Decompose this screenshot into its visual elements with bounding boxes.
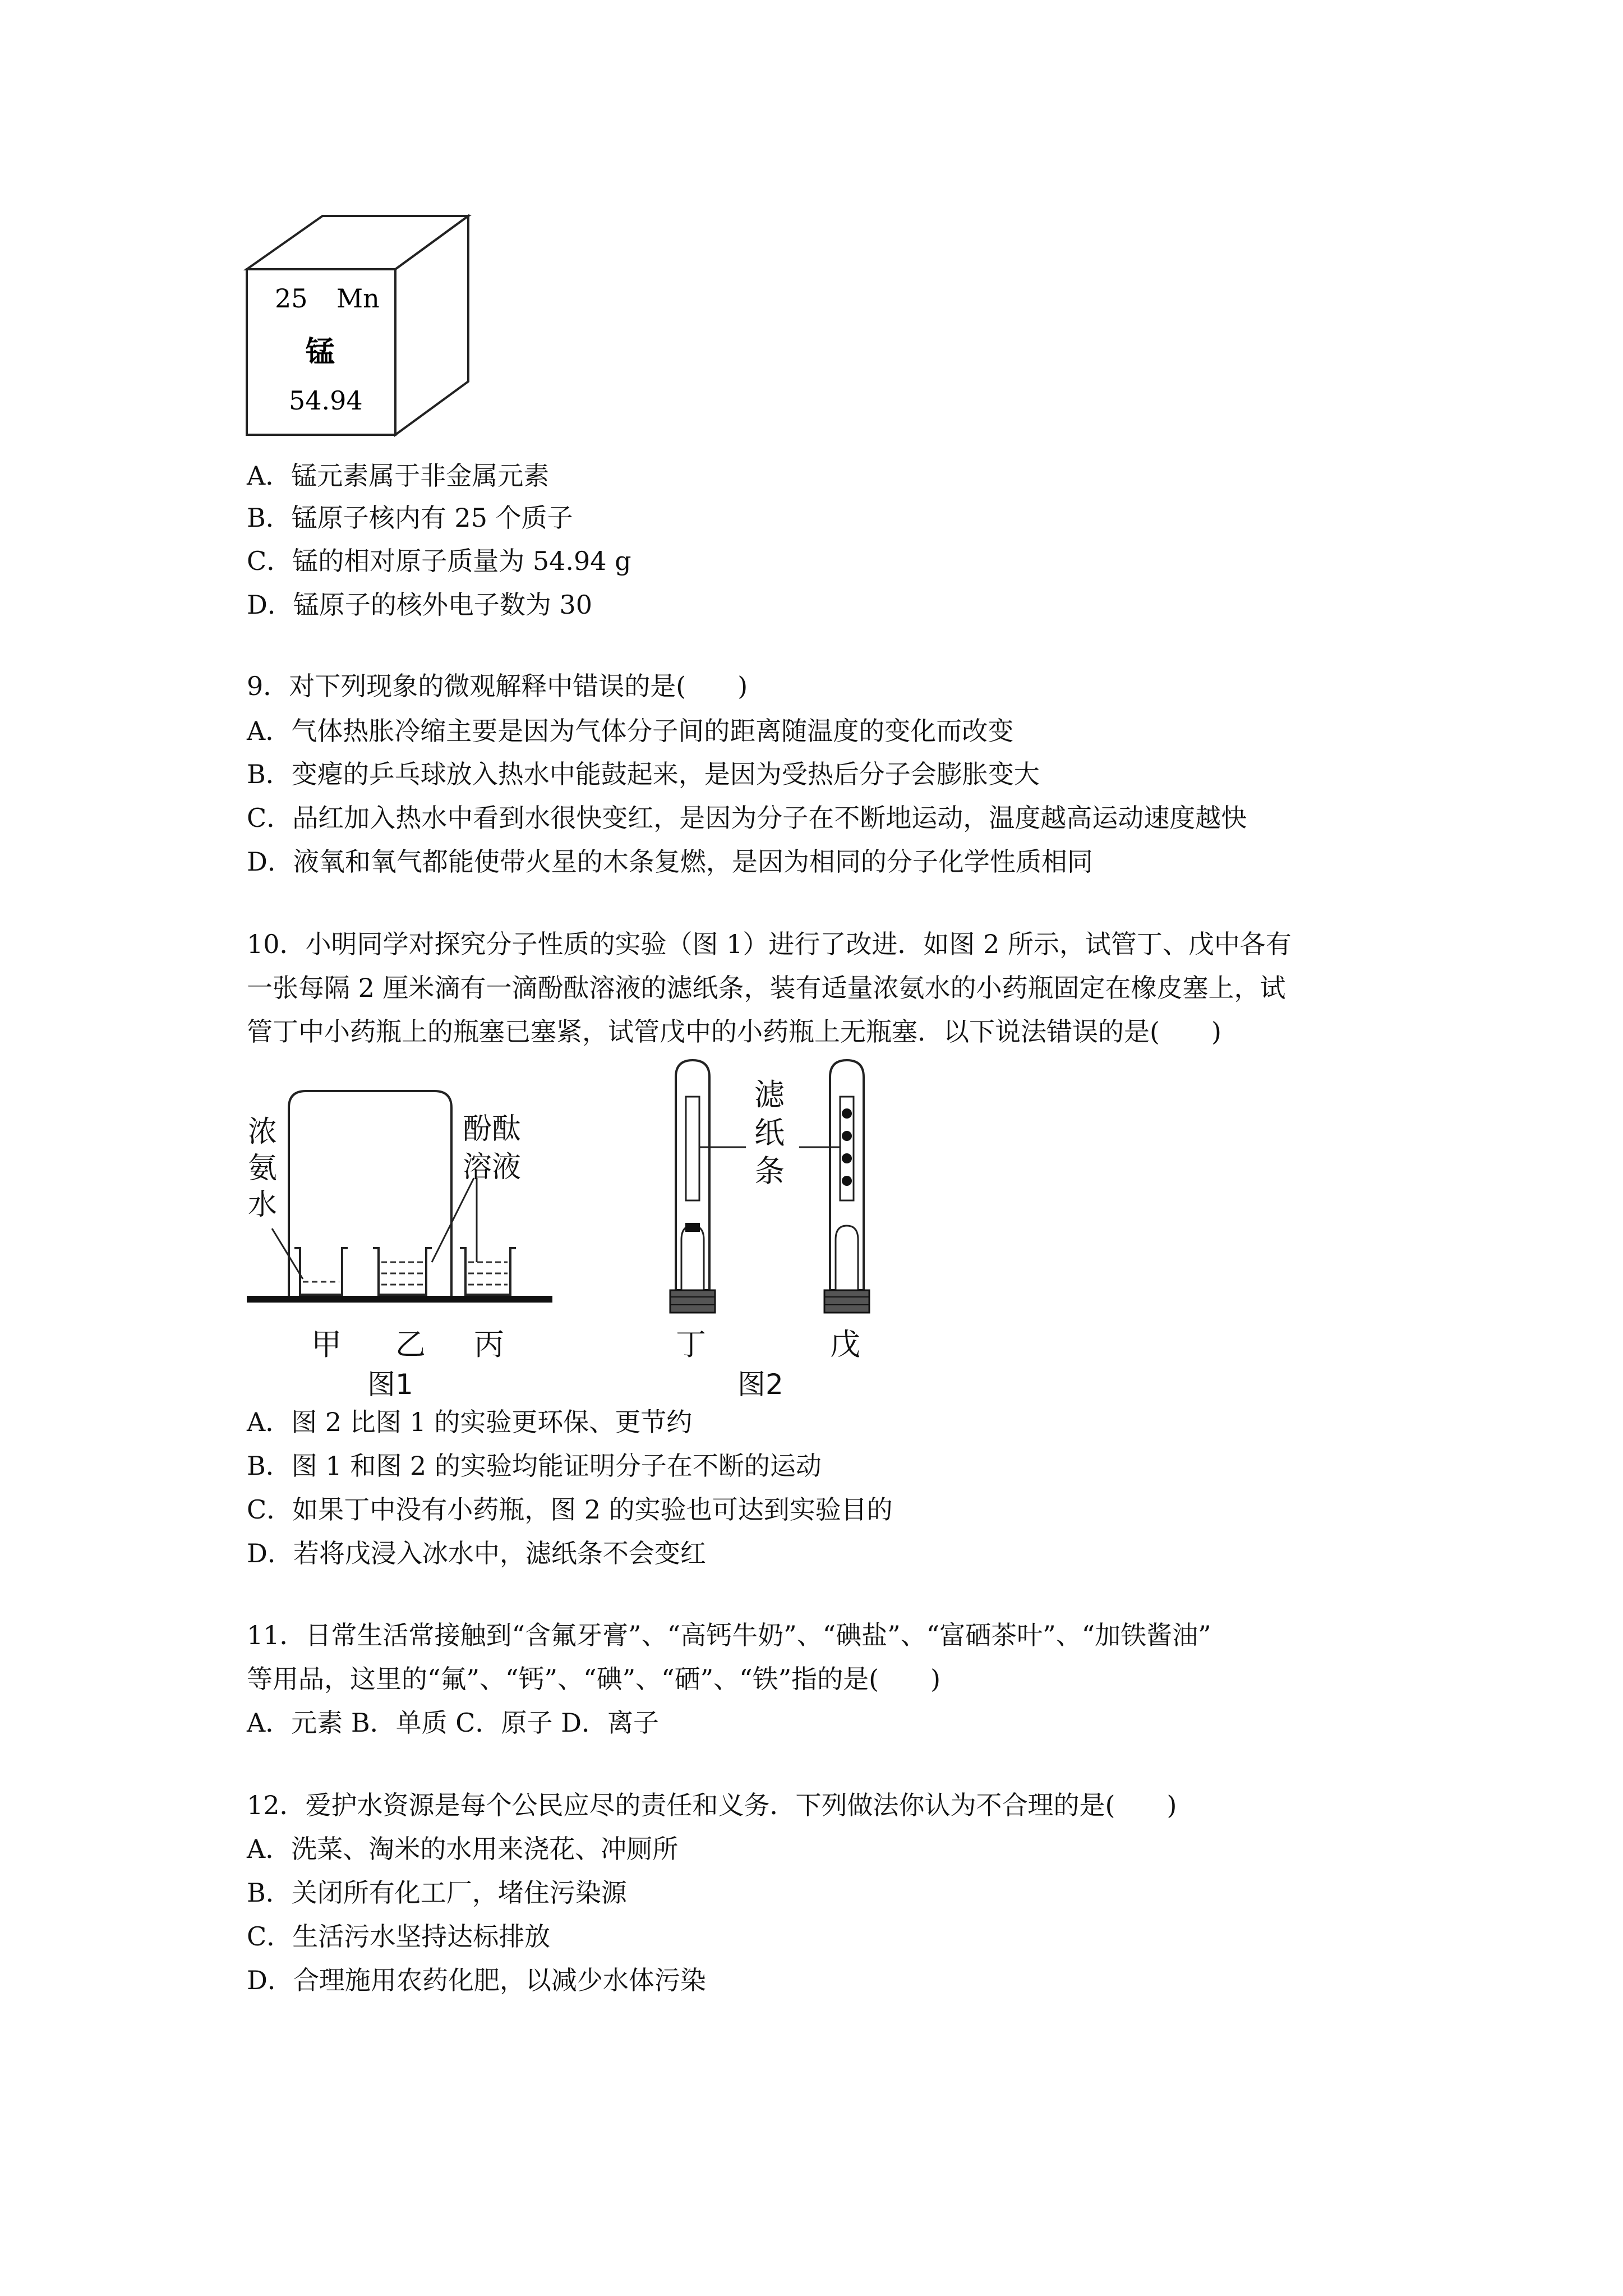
beaker-label-jia: 甲 bbox=[311, 1327, 342, 1362]
figure-1-caption: 图1 bbox=[367, 1368, 413, 1401]
tube-label-ding: 丁 bbox=[676, 1327, 706, 1362]
beaker-label-yi: 乙 bbox=[395, 1327, 426, 1362]
q11-options: A．元素 B．单质 C．原子 D．离子 bbox=[247, 1708, 659, 1738]
q10-option-a: A．图 2 比图 1 的实验更环保、更节约 bbox=[247, 1407, 693, 1437]
tube-label-wu: 戊 bbox=[830, 1327, 860, 1362]
q10-option-b: B．图 1 和图 2 的实验均能证明分子在不断的运动 bbox=[247, 1451, 822, 1481]
element-symbol: Mn bbox=[336, 283, 380, 314]
q8-option-a: A．锰元素属于非金属元素 bbox=[247, 461, 550, 491]
q10-option-c: C．如果丁中没有小药瓶，图 2 的实验也可达到实验目的 bbox=[247, 1494, 893, 1525]
q9-option-d: D．液氧和氧气都能使带火星的木条复燃，是因为相同的分子化学性质相同 bbox=[247, 846, 1093, 877]
q9-option-a: A．气体热胀冷缩主要是因为气体分子间的距离随温度的变化而改变 bbox=[247, 716, 1014, 746]
q12-option-c: C．生活污水坚持达标排放 bbox=[247, 1921, 551, 1952]
q10-figure-2 bbox=[662, 1055, 897, 1408]
q9-option-c: C．品红加入热水中看到水很快变红，是因为分子在不断地运动，温度越高运动速度越快 bbox=[247, 803, 1247, 833]
q10-stem-line-2: 一张每隔 2 厘米滴有一滴酚酞溶液的滤纸条，装有适量浓氨水的小药瓶固定在橡皮塞上，试 bbox=[247, 973, 1286, 1003]
label-phenolphthalein-2: 溶液 bbox=[463, 1151, 522, 1184]
atomic-mass: 54.94 bbox=[289, 385, 363, 416]
q10-option-d: D．若将戊浸入冰水中，滤纸条不会变红 bbox=[247, 1538, 706, 1568]
manganese-element-tile bbox=[241, 213, 482, 438]
label-ammonia-3: 水 bbox=[248, 1188, 278, 1222]
beaker-label-bing: 丙 bbox=[474, 1327, 504, 1362]
q12-option-d: D．合理施用农药化肥，以减少水体污染 bbox=[247, 1965, 706, 1995]
label-ammonia-1: 浓 bbox=[248, 1115, 278, 1149]
q8-option-b: B．锰原子核内有 25 个质子 bbox=[247, 503, 573, 533]
figure-2-caption: 图2 bbox=[737, 1368, 783, 1401]
label-filter-paper-3: 条 bbox=[754, 1153, 785, 1189]
q11-stem-line-1: 11．日常生活常接触到“含氟牙膏”、“高钙牛奶”、“碘盐”、“富硒茶叶”、“加铁酱油” bbox=[247, 1620, 1211, 1650]
q8-option-c: C．锰的相对原子质量为 54.94 g bbox=[247, 546, 631, 576]
label-filter-paper-2: 纸 bbox=[754, 1115, 785, 1151]
atomic-number: 25 bbox=[275, 283, 308, 314]
label-filter-paper-1: 滤 bbox=[754, 1077, 785, 1112]
q12-stem: 12．爱护水资源是每个公民应尽的责任和义务．下列做法你认为不合理的是( ) bbox=[247, 1790, 1177, 1820]
q9-stem: 9．对下列现象的微观解释中错误的是( ) bbox=[247, 671, 748, 701]
q12-option-b: B．关闭所有化工厂，堵住污染源 bbox=[247, 1878, 627, 1908]
q9-option-b: B．变瘪的乒乓球放入热水中能鼓起来，是因为受热后分子会膨胀变大 bbox=[247, 759, 1040, 789]
q10-stem-line-3: 管丁中小药瓶上的瓶塞已塞紧，试管戊中的小药瓶上无瓶塞．以下说法错误的是( ) bbox=[247, 1016, 1221, 1047]
q10-figure-1 bbox=[241, 1077, 566, 1408]
q10-stem-line-1: 10．小明同学对探究分子性质的实验（图 1）进行了改进．如图 2 所示，试管丁、戊中各有 bbox=[247, 929, 1292, 959]
q12-option-a: A．洗菜、淘米的水用来浇花、冲厕所 bbox=[247, 1834, 679, 1864]
element-name: 锰 bbox=[306, 335, 335, 369]
label-phenolphthalein-1: 酚酞 bbox=[463, 1112, 522, 1146]
q8-option-d: D．锰原子的核外电子数为 30 bbox=[247, 590, 593, 620]
label-ammonia-2: 氨 bbox=[248, 1152, 278, 1185]
q11-stem-line-2: 等用品，这里的“氟”、“钙”、“碘”、“硒”、“铁”指的是( ) bbox=[247, 1664, 941, 1694]
